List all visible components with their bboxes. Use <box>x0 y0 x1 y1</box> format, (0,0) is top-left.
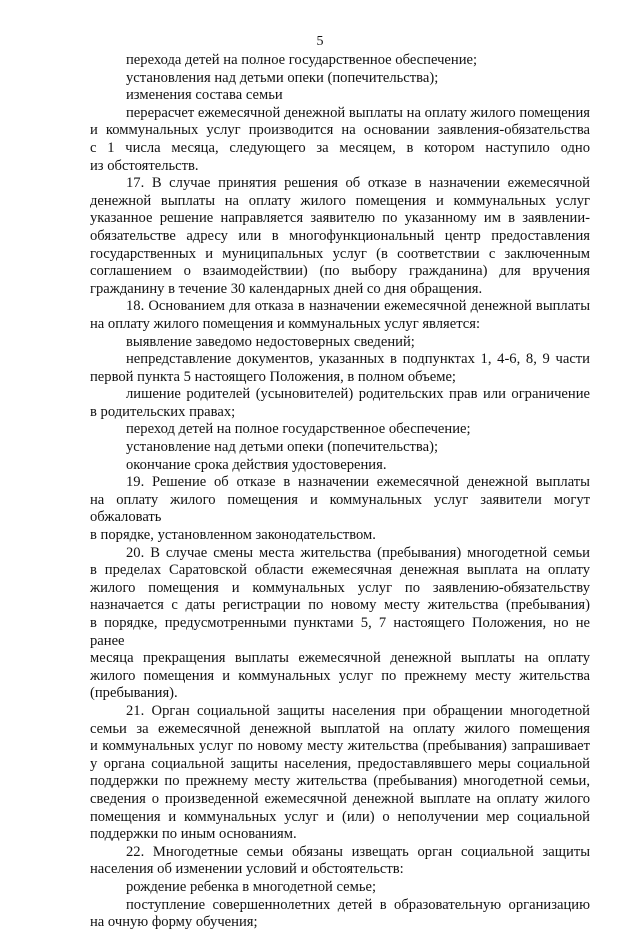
clause-20-line: месяца прекращения выплаты ежемесячной денежной выплаты на оплату <box>90 650 590 667</box>
clause-21-line: семьи за ежемесячной денежной выплатой на оплату жилого помещения <box>90 720 590 737</box>
clause-18-line: на оплату жилого помещения и коммунальных услуг является: <box>90 315 481 332</box>
clause-21-line: сведения о произведенной ежемесячной денежной выплате на оплату жилого <box>90 790 590 807</box>
clause-20-line: в пределах Саратовской области ежемесячная денежная выплата на оплату <box>90 562 590 579</box>
clause-20-line: жилого помещения и коммунальных услуг по прежнему месту жительства <box>90 667 590 684</box>
list-item: на очную форму обучения; <box>90 914 258 931</box>
list-item: выявление заведомо недостоверных сведений; <box>126 333 415 350</box>
clause-19-line: 19. Решение об отказе в назначении ежемесячной денежной выплаты <box>126 474 590 491</box>
list-item: лишение родителей (усыновителей) родительских прав или ограничение <box>126 386 590 403</box>
clause-21-line: и коммунальных услуг по новому месту жительства (пребывания) запрашивает <box>90 738 590 755</box>
page-number: 5 <box>316 34 324 49</box>
paragraph-line: и коммунальных услуг производится на основании заявления-обязательства <box>90 122 590 139</box>
clause-20-line: 20. В случае смены места жительства (пребывания) многодетной семьи <box>126 544 590 561</box>
clause-17-line: гражданину в течение 30 календарных дней со дня обращения. <box>90 280 483 297</box>
clause-17-line: указанное решение направляется заявителю по указанному им в заявлении- <box>90 210 590 227</box>
paragraph-line: перерасчет ежемесячной денежной выплаты на оплату жилого помещения <box>126 104 590 121</box>
paragraph-line: с 1 числа месяца, следующего за месяцем, в котором наступило одно <box>90 139 590 156</box>
clause-17-line: государственных и муниципальных услуг (в соответствии с заключенным <box>90 245 590 262</box>
clause-21-line: у органа социальной защиты населения, предоставлявшего меры социальной <box>90 755 590 772</box>
list-item: изменения состава семьи <box>126 87 283 104</box>
clause-21-line: поддержки по иным основаниям. <box>90 826 297 843</box>
clause-21-line: помещения и коммунальных услуг и (или) о неполучении мер социальной <box>90 808 590 825</box>
list-item: непредставление документов, указанных в подпунктах 1, 4-6, 8, 9 части <box>126 351 590 368</box>
list-item: в родительских правах; <box>90 403 236 420</box>
clause-20-line: жилого помещения и коммунальных услуг по заявлению-обязательству <box>90 579 590 596</box>
clause-20-line: (пребывания). <box>90 685 178 702</box>
clause-22-line: населения об изменении условий и обстоятельств: <box>90 861 404 878</box>
clause-19-line: в порядке, установленном законодательством. <box>90 527 376 544</box>
clause-17-line: денежной выплаты на оплату жилого помещения и коммунальных услуг <box>90 192 590 209</box>
paragraph-line: из обстоятельств. <box>90 157 199 174</box>
clause-17-line: обязательстве адресу или в многофункциональный центр предоставления <box>90 227 590 244</box>
list-item: переход детей на полное государственное обеспечение; <box>126 421 471 438</box>
list-item: окончание срока действия удостоверения. <box>126 456 387 473</box>
clause-17-line: 17. В случае принятия решения об отказе в назначении ежемесячной <box>126 175 590 192</box>
list-item: рождение ребенка в многодетной семье; <box>126 878 377 895</box>
clause-18-line: 18. Основанием для отказа в назначении ежемесячной денежной выплаты <box>126 298 590 315</box>
list-item: поступление совершеннолетних детей в образовательную организацию <box>126 896 590 913</box>
clause-21-line: поддержки по прежнему месту жительства (пребывания) многодетной семьи, <box>90 773 590 790</box>
list-item: перехода детей на полное государственное обеспечение; <box>126 52 478 68</box>
clause-21-line: 21. Орган социальной защиты населения при обращении многодетной <box>126 702 590 719</box>
clause-17-line: соглашением о взаимодействии) (по выбору гражданина) для вручения <box>90 263 590 280</box>
document-body <box>90 52 590 932</box>
list-item: установления над детьми опеки (попечительства); <box>126 69 439 86</box>
clause-19-line: на оплату жилого помещения и коммунальных услуг заявители могут обжаловать <box>90 491 590 526</box>
clause-20-line: в порядке, предусмотренными пунктами 5, 7 настоящего Положения, но не ранее <box>90 615 590 649</box>
clause-22-line: 22. Многодетные семьи обязаны извещать орган социальной защиты <box>126 843 590 860</box>
clause-20-line: назначается с даты регистрации по новому месту жительства (пребывания) <box>90 597 590 614</box>
list-item: установление над детьми опеки (попечительства); <box>126 439 439 456</box>
list-item: первой пункта 5 настоящего Положения, в полном объеме; <box>90 368 456 385</box>
